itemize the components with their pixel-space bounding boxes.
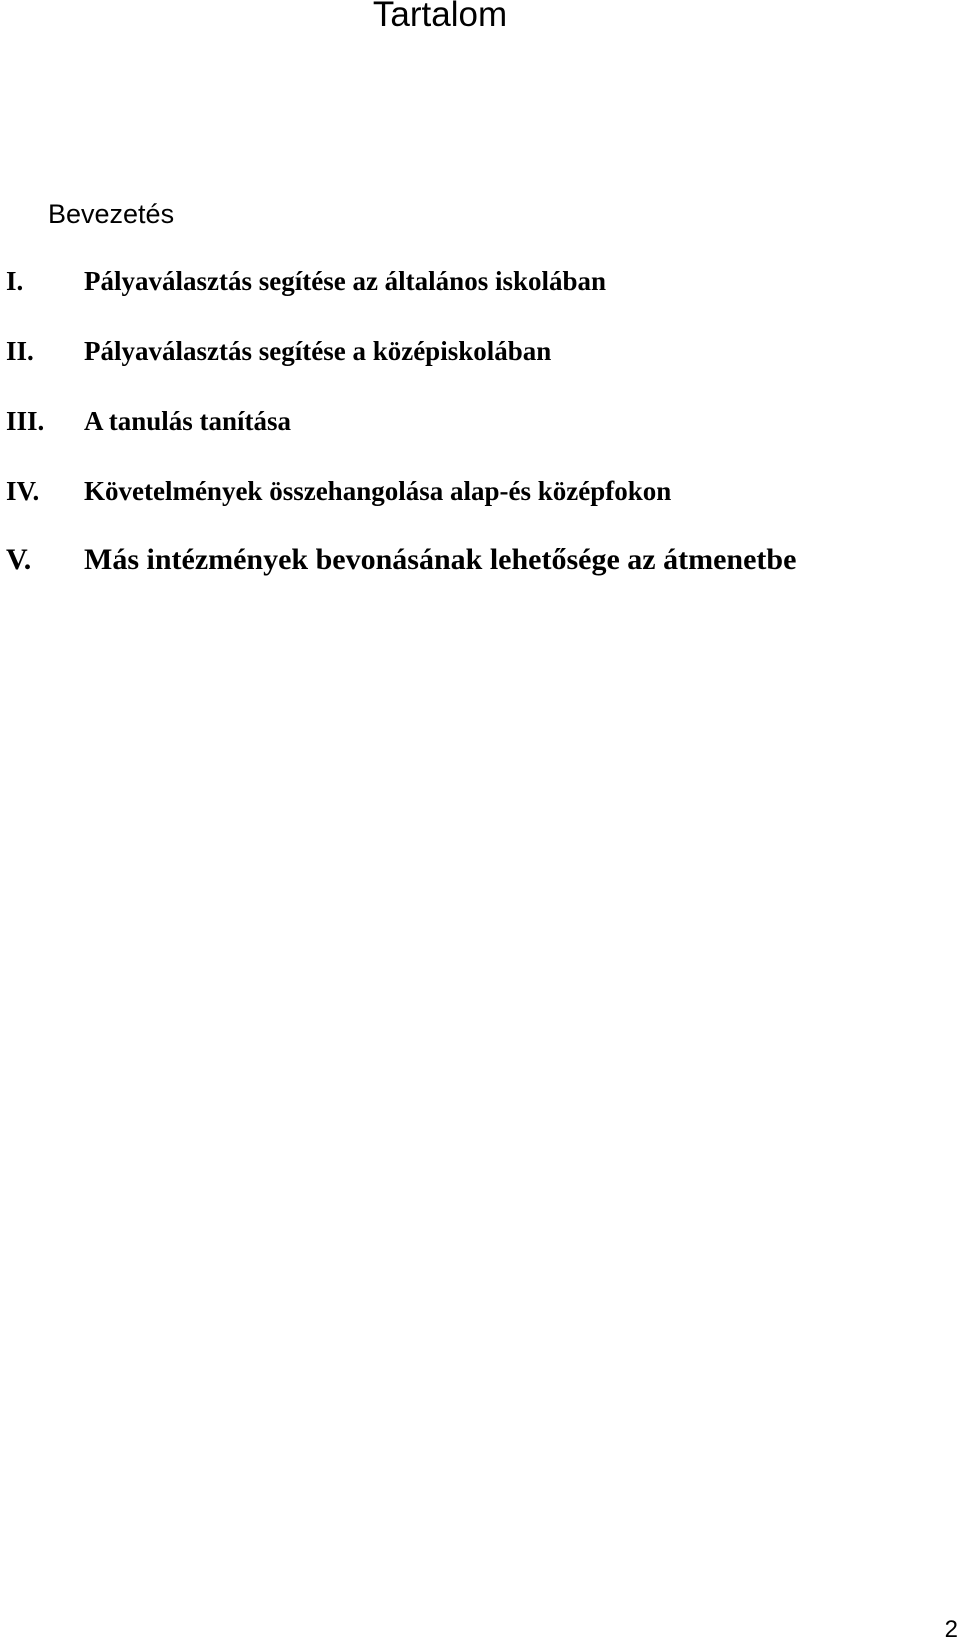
toc-entry-number: III. bbox=[6, 406, 45, 436]
toc-entry-number: I. bbox=[6, 266, 24, 296]
toc-entry-title: Pályaválasztás segítése a középiskolában bbox=[84, 336, 552, 366]
toc-entry-number: IV. bbox=[6, 476, 40, 506]
page-number: 2 bbox=[944, 1616, 958, 1643]
page-title: Tartalom bbox=[372, 0, 508, 34]
toc-intro-label: Bevezetés bbox=[48, 199, 175, 229]
toc-entry-title: Pályaválasztás segítése az általános iskolában bbox=[84, 266, 607, 296]
toc-entry-title: Követelmények összehangolása alap-és középfokon bbox=[84, 476, 672, 506]
toc-entry-number: V. bbox=[6, 543, 32, 576]
toc-entry-title: Más intézmények bevonásának lehetősége az átmenetbe bbox=[84, 543, 797, 576]
toc-entry-number: II. bbox=[6, 336, 34, 366]
toc-entry-title: A tanulás tanítása bbox=[84, 406, 292, 436]
